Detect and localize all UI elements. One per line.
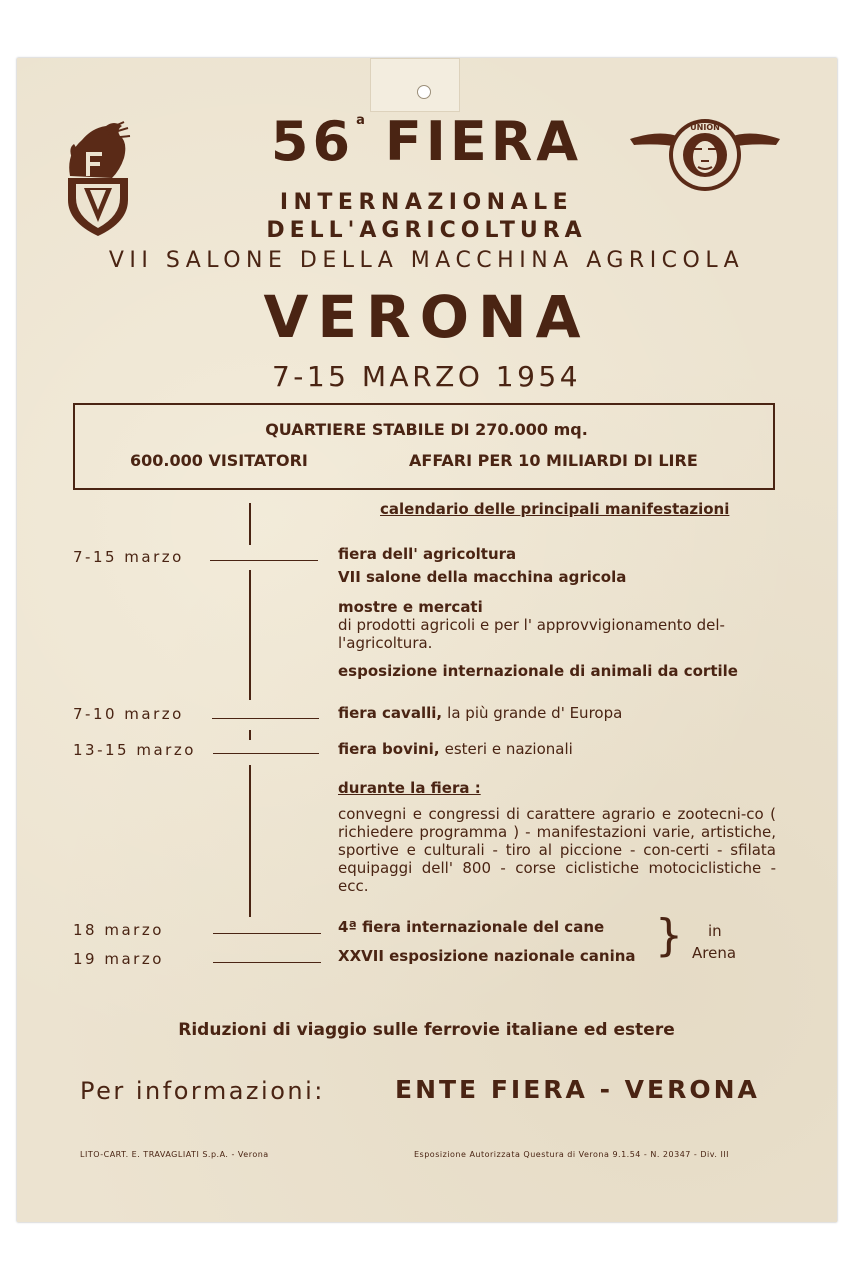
timeline-line: [249, 765, 251, 917]
calendar-event: 4ª fiera internazionale del cane: [338, 918, 605, 936]
calendar-date: 18 marzo: [73, 921, 164, 939]
timeline-tick: [213, 933, 321, 934]
edition-number: 56: [270, 110, 355, 173]
calendar-heading: durante la fiera :: [338, 779, 481, 797]
calendar-text: convegni e congressi di carattere agrario e zootecni-co ( richiedere programma ) - manifestazioni varie, artistiche, sportive e culturali - tiro al piccione - con-certi - sfilata equipaggi dell' 800 - corse ciclistiche motociclistiche - ecc.: [338, 805, 776, 895]
arena-note: in: [708, 922, 722, 940]
stats-visitors: 600.000 VISITATORI: [130, 451, 308, 470]
city-name: VERONA: [263, 283, 590, 351]
timeline-tick: [212, 718, 319, 719]
calendar-heading: esposizione internazionale di animali da cortile: [338, 662, 738, 680]
calendar-event: [338, 739, 573, 758]
timeline-line: [249, 730, 251, 740]
timeline-tick: [213, 753, 319, 754]
printer-credit: LITO-CART. E. TRAVAGLIATI S.p.A. - Verona: [80, 1150, 269, 1159]
calendar-date: 7-15 marzo: [73, 548, 184, 566]
subtitle-salone: VII SALONE DELLA MACCHINA AGRICOLA: [108, 248, 745, 273]
subtitle-agricoltura: DELL'AGRICOLTURA: [266, 218, 587, 243]
hanger-hole: [417, 85, 431, 99]
stats-box: [73, 403, 775, 490]
timeline-tick: [213, 962, 321, 963]
calendar-heading: mostre e mercati: [338, 598, 483, 616]
timeline-line: [249, 503, 251, 545]
calendar-title: calendario delle principali manifestazioni: [380, 500, 730, 518]
hanger-tab: [370, 58, 460, 112]
brace-symbol: }: [655, 910, 683, 961]
timeline-tick: [210, 560, 318, 561]
logo-union-text: UNION: [690, 123, 720, 132]
subtitle-internazionale: INTERNAZIONALE: [279, 190, 574, 215]
calendar-date: 19 marzo: [73, 950, 164, 968]
poster-title: [0, 110, 853, 173]
calendar-date: 13-15 marzo: [73, 741, 196, 759]
stats-area: QUARTIERE STABILE DI 270.000 mq.: [265, 420, 588, 439]
event-bold: fiera cavalli,: [338, 704, 443, 722]
calendar-event: fiera dell' agricoltura: [338, 545, 517, 563]
travel-discounts: Riduzioni di viaggio sulle ferrovie italiane ed estere: [178, 1020, 675, 1040]
calendar-event: XXVII esposizione nazionale canina: [338, 947, 636, 965]
event-bold: fiera bovini,: [338, 740, 440, 758]
info-label: Per informazioni:: [80, 1077, 325, 1105]
fair-dates: 7-15 MARZO 1954: [271, 360, 582, 393]
event-text: la più grande d' Europa: [447, 704, 623, 722]
arena-note: Arena: [692, 944, 737, 962]
calendar-text: di prodotti agricoli e per l' approvvigionamento del-l'agricoltura.: [338, 616, 725, 652]
calendar-event: VII salone della macchina agricola: [338, 568, 627, 586]
calendar-event: [338, 703, 622, 722]
timeline-line: [249, 570, 251, 700]
edition-suffix: a: [356, 113, 369, 128]
authorization-note: Esposizione Autorizzata Questura di Verona 9.1.54 - N. 20347 - Div. III: [414, 1150, 730, 1159]
calendar-date: 7-10 marzo: [73, 705, 184, 723]
fiera-word: FIERA: [384, 110, 583, 173]
event-text: esteri e nazionali: [444, 740, 573, 758]
info-value: ENTE FIERA - VERONA: [395, 1075, 760, 1104]
stats-business: AFFARI PER 10 MILIARDI DI LIRE: [409, 451, 698, 470]
